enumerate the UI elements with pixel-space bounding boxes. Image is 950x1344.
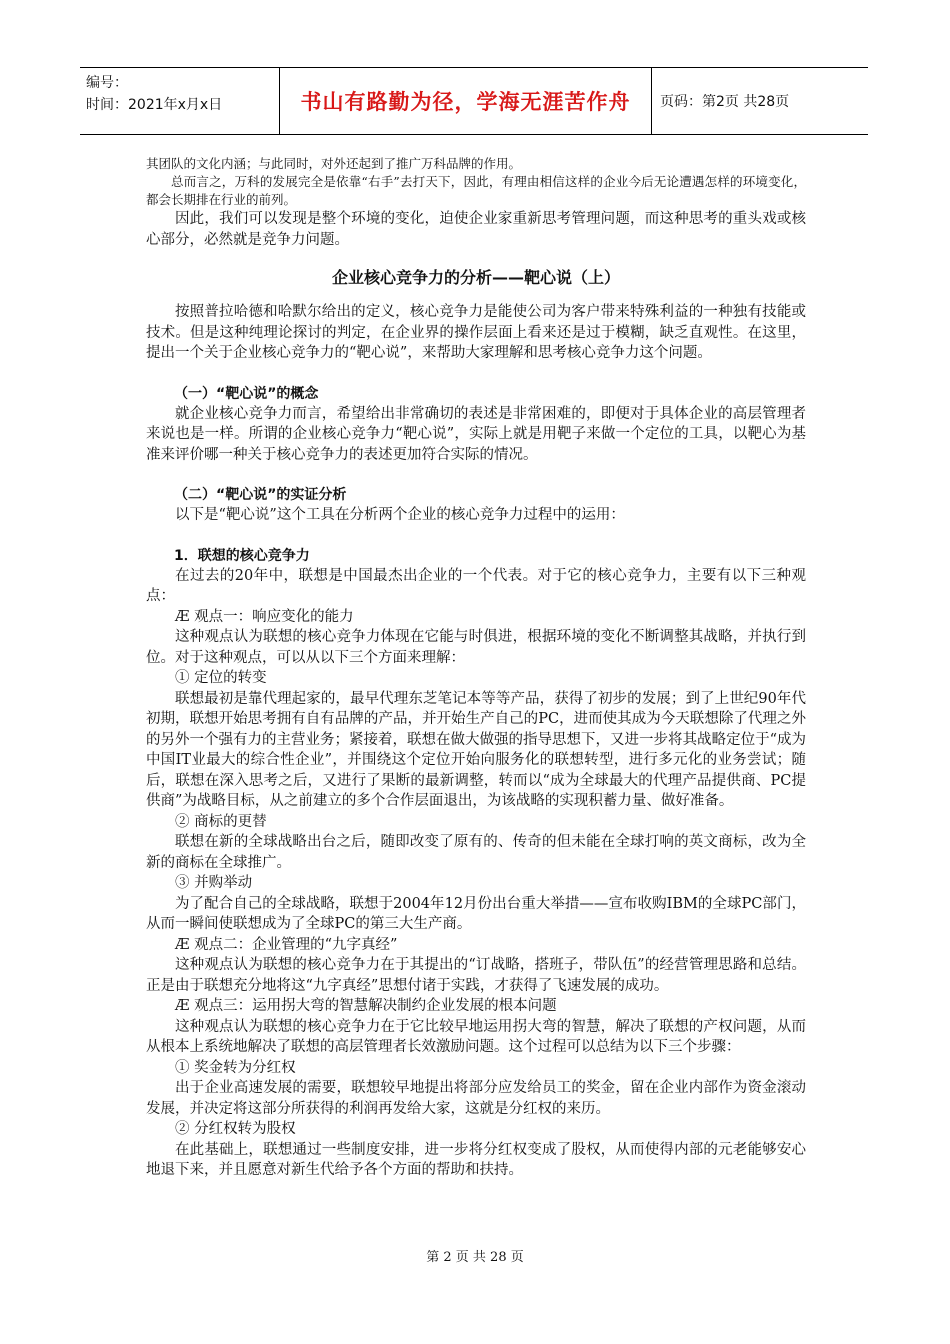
header-info-cell [80,68,280,134]
section-title: 企业核心竞争力的分析——靶心说（上） [331,268,620,287]
page-footer: 第 2 页 共 28 页 [426,1250,524,1265]
paragraph: 联想在新的全球战略出台之后，随即改变了原有的、传奇的但未能在全球打响的英文商标，改为全新的商标在全球推广。 [146,834,806,871]
paragraph: 联想最初是靠代理起家的，最早代理东芝笔记本等等产品，获得了初步的发展；到了上世纪90年代初期，联想开始思考拥有自有品牌的产品，并开始生产自己的PC，进而使其成为今天联想除了代理之外的另外一个强有力的主营业务；紧接着，联想在做大做强的指导思想下，又进一步将其战略定位于“成为中国IT业最大的综合性企业”，并围绕这个定位开始向服务化的联想转型，进行多元化的业务尝试；随后，联想在深入思考之后，又进行了果断的最新调整，转而以“成为全球最大的代理产品提供商、PC提供商”为战略目标，从之前建立的多个合作层面退出，为该战略的实现积蓄力量、做好准备。 [146,690,806,809]
viewpoint-title: Æ 观点三：运用拐大弯的智慧解决制约企业发展的根本问题 [175,998,557,1014]
paragraph: 这种观点认为联想的核心竞争力在于其提出的“订战略，搭班子，带队伍”的经营管理思路和总结。正是由于联想充分地将这“九字真经”思想付诸于实践，才获得了飞速发展的成功。 [146,957,806,994]
point-title: ③ 并购举动 [175,875,253,891]
paragraph: 以下是“靶心说”这个工具在分析两个企业的核心竞争力过程中的运用： [175,507,625,523]
document-body [146,155,806,1181]
viewpoint-title: Æ 观点一：响应变化的能力 [175,608,354,625]
point-title: ② 商标的更替 [175,813,267,830]
viewpoint-title: Æ 观点二：企业管理的“九字真经” [175,936,398,953]
paragraph: 在此基础上，联想通过一些制度安排，进一步将分红权变成了股权，从而使得内部的元老能够安心地退下来，并且愿意对新生代给予各个方面的帮助和扶持。 [146,1141,806,1178]
step-title: ① 奖金转为分红权 [175,1059,296,1076]
subsection-heading: 1．联想的核心竞争力 [174,547,310,564]
intro-paragraph: 按照普拉哈德和哈默尔给出的定义，核心竞争力是能使公司为客户带来特殊利益的一种独有技能或技术。但是这种纯理论探讨的判定，在企业界的操作层面上看来还是过于模糊，缺乏直观性。在这里，提出一个关于企业核心竞争力的“靶心说”，来帮助大家理解和思考核心竞争力这个问题。 [146,304,806,361]
paragraph: 总而言之，万科的发展完全是依靠“右手”去打天下，因此，有理由相信这样的企业今后无论遭遇怎样的环境变化，都会长期排在行业的前列。 [146,174,806,207]
number-label: 编号： [86,75,128,91]
step-title: ② 分红权转为股权 [175,1121,296,1137]
paragraph: 因此，我们可以发现是整个环境的变化，迫使企业家重新思考管理问题，而这种思考的重头戏或核心部分，必然就是竞争力问题。 [146,211,806,248]
page-label: 页码：第2页 共28页 [660,94,790,110]
paragraph: 在过去的20年中，联想是中国最杰出企业的一个代表。对于它的核心竞争力，主要有以下三种观点： [146,567,806,604]
paragraph: 为了配合自己的全球战略，联想于2004年12月份出台重大举措——宣布收购IBM的全球PC部门，从而一瞬间使联想成为了全球PC的第三大生产商。 [146,895,806,932]
time-label: 时间：2021年x月x日 [86,97,223,113]
header-motto-cell [280,68,652,134]
paragraph: 就企业核心竞争力而言，希望给出非常确切的表述是非常困难的，即便对于具体企业的高层管理者来说也是一样。所谓的企业核心竞争力“靶心说”，实际上就是用靶子来做一个定位的工具，以靶心为基准来评价哪一种关于核心竞争力的表述更加符合实际的情况。 [146,405,806,463]
section-heading: （一）“靶心说”的概念 [174,385,319,402]
paragraph: 这种观点认为联想的核心竞争力体现在它能与时俱进，根据环境的变化不断调整其战略，并执行到位。对于这种观点，可以从以下三个方面来理解： [146,629,806,666]
motto: 书山有路勤为径，学海无涯苦作舟 [300,90,631,114]
section-heading: （二）“靶心说”的实证分析 [174,487,347,503]
page-header [80,67,868,135]
paragraph: 出于企业高速发展的需要，联想较早地提出将部分应发给员工的奖金，留在企业内部作为资金滚动发展，并决定将这部分所获得的利润再发给大家，这就是分红权的来历。 [146,1080,806,1117]
point-title: ① 定位的转变 [175,670,267,686]
paragraph: 其团队的文化内涵；与此同时，对外还起到了推广万科品牌的作用。 [146,156,522,171]
header-page-cell [652,68,868,134]
paragraph: 这种观点认为联想的核心竞争力在于它比较早地运用拐大弯的智慧，解决了联想的产权问题，从而从根本上系统地解决了联想的高层管理者长效激励问题。这个过程可以总结为以下三个步骤： [146,1018,806,1055]
